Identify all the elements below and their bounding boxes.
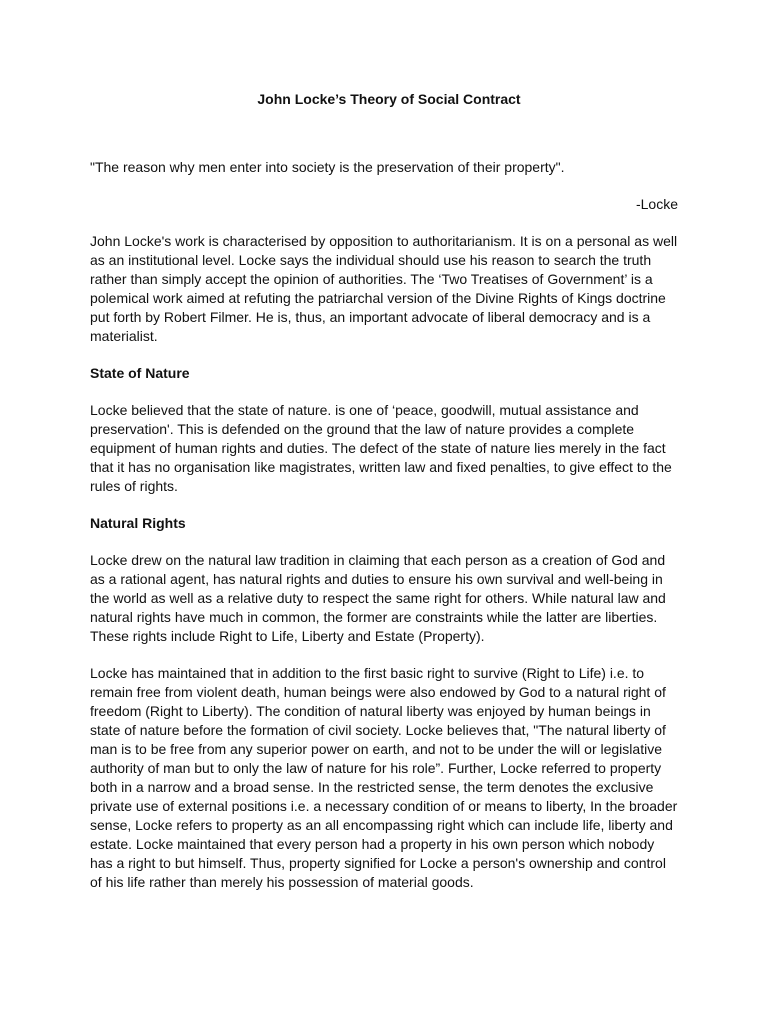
epigraph-quote: "The reason why men enter into society is the preservation of their property". <box>90 159 565 175</box>
section-paragraph: Locke drew on the natural law tradition in claiming that each person as a creation of God and as a rational agent, has natural rights and duties to ensure his own survival and well-being in the world as well as a relative duty to respect the same right for others. While natural law and natural rights have much in common, the former are constraints while the latter are liberties. These rights include Right to Life, Liberty and Estate (Property). <box>90 552 666 644</box>
intro-paragraph: John Locke's work is characterised by opposition to authoritarianism. It is on a personal as well as an institutional level. Locke says the individual should use his reason to search the truth rather than simply accept the opinion of authorities. The ‘Two Treatises of Government’ is a polemical work aimed at refuting the patriarchal version of the Divine Rights of Kings doctrine put forth by Robert Filmer. He is, thus, an important advocate of liberal democracy and is a materialist. <box>90 233 678 344</box>
section-heading-state-of-nature: State of Nature <box>90 365 190 381</box>
section-heading-natural-rights: Natural Rights <box>90 515 186 531</box>
epigraph-attribution: -Locke <box>635 196 678 212</box>
document-title: John Locke’s Theory of Social Contract <box>257 91 521 107</box>
section-paragraph: Locke has maintained that in addition to the first basic right to survive (Right to Life) i.e. to remain free from violent death, human beings were also endowed by God to a natural right of freedom (Right to Liberty). The condition of natural liberty was enjoyed by human beings in state of nature before the formation of civil society. Locke believes that, "The natural liberty of man is to be free from any superior power on earth, and not to be under the will or legislative authority of man but to only the law of nature for his role”. Further, Locke referred to property both in a narrow and a broad sense. In the restricted sense, the term denotes the exclusive private use of external positions i.e. a necessary condition of or means to liberty, In the broader sense, Locke refers to property as an all encompassing right which can include life, liberty and estate. Locke maintained that every person had a property in his own person which nobody has a right to but himself. Thus, property signified for Locke a person's ownership and control of his life rather than merely his possession of material goods. <box>90 665 678 890</box>
section-paragraph: Locke believed that the state of nature. is one of ‘peace, goodwill, mutual assistance and preservation'. This is defended on the ground that the law of nature provides a complete equipment of human rights and duties. The defect of the state of nature lies merely in the fact that it has no organisation like magistrates, written law and fixed penalties, to give effect to the rules of rights. <box>90 402 672 494</box>
document-page <box>90 89 680 892</box>
